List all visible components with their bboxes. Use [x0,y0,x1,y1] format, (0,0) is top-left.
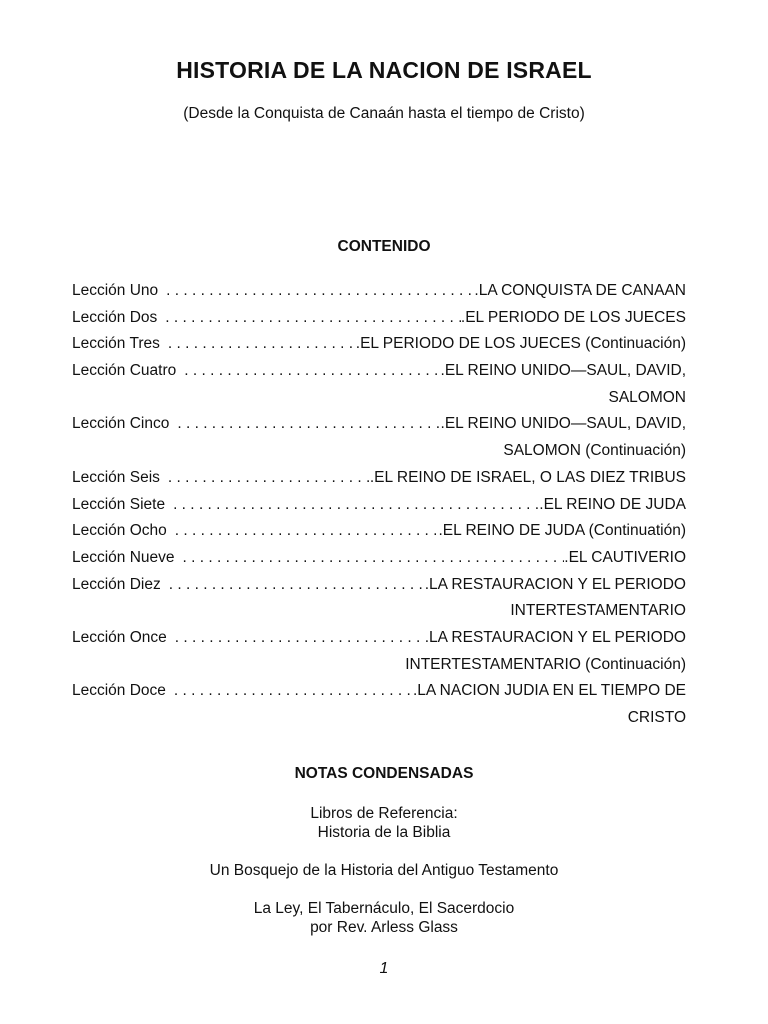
toc-leader-dots [168,335,356,353]
toc-leader-dots [169,576,425,594]
reference-book: Un Bosquejo de la Historia del Antiguo Testamento [209,862,559,879]
toc-lesson-label: Lección Siete [72,495,166,513]
toc-lesson-title: .EL REINO DE JUDA [539,495,686,513]
toc-entry [72,549,686,576]
toc-lesson-title: .EL REINO UNIDO—SAUL, DAVID, [440,415,686,433]
document-title: HISTORIA DE LA NACION DE ISRAEL [176,57,592,83]
toc-lesson-title: .LA RESTAURACION Y EL PERIODO [424,628,686,646]
toc-leader-dots [165,309,461,327]
toc-lesson-label: Lección Cuatro [72,362,177,380]
toc-leader-dots [168,469,370,487]
toc-lesson-label: Lección Dos [72,308,158,326]
toc-lesson-title: .LA NACION JUDIA EN EL TIEMPO DE [412,682,686,700]
toc-entry [72,309,686,336]
toc-entry [72,576,686,603]
toc-lesson-title: .EL REINO DE ISRAEL, O LAS DIEZ TRIBUS [369,468,686,486]
toc-entry [72,522,686,549]
toc-lesson-title-continuation: CRISTO [627,709,686,726]
toc-lesson-title-continuation: SALOMON [608,388,686,406]
toc-lesson-title: .LA RESTAURACION Y EL PERIODO [424,575,686,593]
toc-leader-dots [175,522,439,540]
toc-leader-dots [184,362,440,380]
toc-leader-dots [175,629,425,647]
toc-leader-dots [183,549,565,567]
reference-book: La Ley, El Tabernáculo, El Sacerdocio [253,900,515,917]
toc-lesson-label: Lección Tres [72,335,160,353]
toc-lesson-title: .EL REINO UNIDO—SAUL, DAVID, [440,362,686,380]
notes-heading: NOTAS CONDENSADAS [294,765,474,782]
toc-lesson-title-continuation: INTERTESTAMENTARIO (Continuación) [405,655,686,673]
table-of-contents [72,282,686,736]
toc-lesson-title-continuation: INTERTESTAMENTARIO [510,602,686,620]
toc-leader-dots [166,282,474,300]
toc-lesson-title: .EL CAUTIVERIO [564,548,686,566]
toc-lesson-label: Lección Cinco [72,415,170,433]
toc-lesson-label: Lección Doce [72,682,166,700]
reference-book: Historia de la Biblia [317,824,451,841]
toc-leader-dots [177,415,440,433]
toc-lesson-label: Lección Diez [72,575,161,593]
toc-lesson-title: .EL PERIODO DE LOS JUECES (Continuación) [355,335,686,353]
document-subtitle: (Desde la Conquista de Canaán hasta el tiempo de Cristo) [183,105,585,122]
toc-entry [72,469,686,496]
toc-entry [72,496,686,523]
toc-entry [72,335,686,362]
toc-lesson-label: Lección Seis [72,468,160,486]
toc-entry [72,629,686,656]
toc-lesson-title-continuation: SALOMON (Continuación) [503,442,686,460]
toc-lesson-label: Lección Nueve [72,548,175,566]
toc-lesson-label: Lección Ocho [72,522,167,540]
toc-leader-dots [174,682,413,700]
toc-lesson-title: .LA CONQUISTA DE CANAAN [474,282,686,299]
reference-author: por Rev. Arless Glass [310,919,458,936]
toc-lesson-title: .EL PERIODO DE LOS JUECES [460,308,686,326]
toc-lesson-title: .EL REINO DE JUDA (Continuatión) [438,522,686,540]
toc-entry [72,415,686,442]
toc-entry [72,282,686,309]
toc-entry [72,362,686,389]
contents-heading: CONTENIDO [337,238,431,255]
toc-leader-dots [173,496,539,514]
page-number: 1 [379,960,389,977]
toc-lesson-label: Lección Once [72,628,167,646]
reference-heading: Libros de Referencia: [310,805,458,822]
toc-entry [72,682,686,709]
toc-lesson-label: Lección Uno [72,282,159,299]
